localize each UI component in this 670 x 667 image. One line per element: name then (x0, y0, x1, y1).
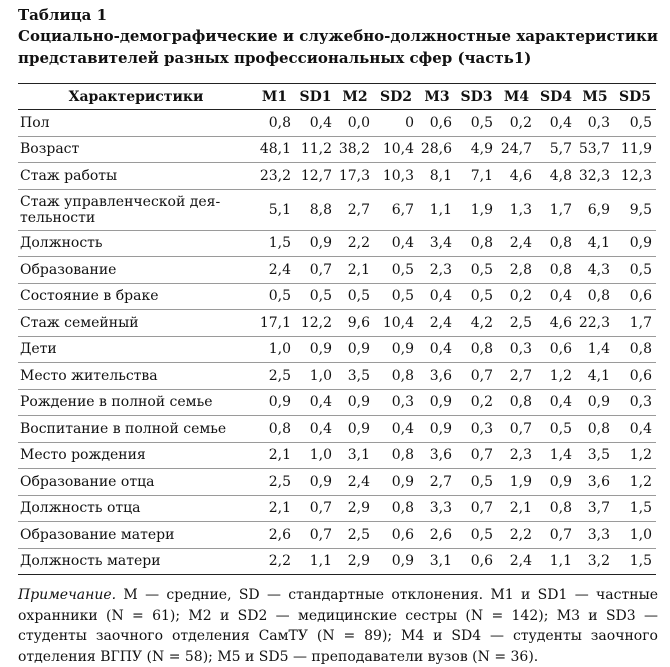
table-cell: 0,8 (456, 336, 497, 363)
table-cell: 0,7 (536, 522, 576, 549)
table-cell: 4,6 (497, 163, 536, 190)
table-cell: 0,6 (374, 522, 418, 549)
row-label: Рождение в полной семье (18, 389, 254, 416)
table-cell: 2,7 (497, 363, 536, 390)
table-cell: 0,0 (336, 110, 374, 137)
column-header-sd4: SD4 (536, 84, 576, 110)
table-cell: 0,9 (374, 548, 418, 575)
row-label: Стаж семейный (18, 310, 254, 337)
table-cell: 8,1 (418, 163, 456, 190)
table-cell: 24,7 (497, 136, 536, 163)
table-cell: 0,8 (536, 257, 576, 284)
table-cell: 2,1 (254, 495, 295, 522)
column-header-sd2: SD2 (374, 84, 418, 110)
table-cell: 22,3 (576, 310, 614, 337)
table-cell: 0,4 (536, 110, 576, 137)
table-row (18, 522, 656, 549)
table-row (18, 257, 656, 284)
table-row (18, 548, 656, 575)
row-label: Место рождения (18, 442, 254, 469)
table-row (18, 389, 656, 416)
table-row (18, 136, 656, 163)
table-cell: 48,1 (254, 136, 295, 163)
table-cell: 1,4 (536, 442, 576, 469)
table-cell: 0,3 (614, 389, 656, 416)
table-row (18, 469, 656, 496)
table-cell: 17,3 (336, 163, 374, 190)
table-cell: 0,8 (614, 336, 656, 363)
table-title: Социально-демографические и служебно-должностные характеристики представителей разных профессиональных сфер (часть1) (18, 27, 658, 67)
table-header-row (18, 84, 656, 110)
table-cell: 0,4 (418, 283, 456, 310)
table-cell: 1,5 (254, 230, 295, 257)
table-cell: 2,5 (254, 469, 295, 496)
row-label: Дети (18, 336, 254, 363)
table-cell: 11,9 (614, 136, 656, 163)
table-cell: 0,6 (614, 283, 656, 310)
table-cell: 0,4 (418, 336, 456, 363)
table-row (18, 283, 656, 310)
row-label: Образование отца (18, 469, 254, 496)
table-cell: 0,2 (497, 283, 536, 310)
table-cell: 0,3 (374, 389, 418, 416)
table-cell: 2,5 (497, 310, 536, 337)
table-cell: 1,9 (497, 469, 536, 496)
table-cell: 4,8 (536, 163, 576, 190)
table-cell: 1,5 (614, 495, 656, 522)
table-cell: 2,7 (336, 189, 374, 230)
table-cell: 2,2 (497, 522, 536, 549)
row-label: Состояние в браке (18, 283, 254, 310)
table-cell: 1,2 (614, 469, 656, 496)
table-cell: 0,6 (456, 548, 497, 575)
table-row (18, 416, 656, 443)
table-cell: 0,9 (576, 389, 614, 416)
characteristics-table (18, 83, 656, 575)
table-cell: 0,4 (295, 416, 336, 443)
table-cell: 6,9 (576, 189, 614, 230)
column-header-sd1: SD1 (295, 84, 336, 110)
table-cell: 23,2 (254, 163, 295, 190)
table-cell: 0,4 (536, 283, 576, 310)
table-cell: 0,6 (614, 363, 656, 390)
table-cell: 0,9 (536, 469, 576, 496)
table-cell: 2,5 (254, 363, 295, 390)
column-header-sd3: SD3 (456, 84, 497, 110)
row-label: Возраст (18, 136, 254, 163)
row-label: Стаж работы (18, 163, 254, 190)
table-cell: 5,7 (536, 136, 576, 163)
table-cell: 38,2 (336, 136, 374, 163)
table-cell: 0 (374, 110, 418, 137)
table-cell: 3,3 (418, 495, 456, 522)
table-cell: 4,1 (576, 363, 614, 390)
table-cell: 0,8 (254, 416, 295, 443)
table-cell: 28,6 (418, 136, 456, 163)
table-cell: 32,3 (576, 163, 614, 190)
row-label: Образование матери (18, 522, 254, 549)
table-cell: 0,3 (456, 416, 497, 443)
table-cell: 3,6 (576, 469, 614, 496)
column-header-m3: M3 (418, 84, 456, 110)
table-cell: 1,4 (576, 336, 614, 363)
table-cell: 2,1 (497, 495, 536, 522)
table-cell: 0,4 (374, 230, 418, 257)
table-cell: 1,2 (614, 442, 656, 469)
table-cell: 1,0 (295, 363, 336, 390)
table-cell: 10,4 (374, 310, 418, 337)
table-row (18, 163, 656, 190)
table-cell: 0,5 (536, 416, 576, 443)
table-cell: 3,5 (336, 363, 374, 390)
table-cell: 2,9 (336, 548, 374, 575)
table-cell: 0,5 (456, 257, 497, 284)
table-cell: 3,4 (418, 230, 456, 257)
table-cell: 0,2 (497, 110, 536, 137)
table-cell: 12,2 (295, 310, 336, 337)
column-header-m1: M1 (254, 84, 295, 110)
table-cell: 3,6 (418, 442, 456, 469)
table-cell: 0,5 (374, 257, 418, 284)
table-cell: 0,5 (456, 522, 497, 549)
table-row (18, 110, 656, 137)
table-cell: 1,2 (536, 363, 576, 390)
table-cell: 0,6 (418, 110, 456, 137)
table-cell: 0,9 (418, 416, 456, 443)
table-cell: 0,9 (295, 230, 336, 257)
table-cell: 0,7 (295, 257, 336, 284)
table-cell: 7,1 (456, 163, 497, 190)
table-cell: 10,4 (374, 136, 418, 163)
table-cell: 9,5 (614, 189, 656, 230)
table-cell: 3,1 (336, 442, 374, 469)
table-cell: 2,1 (254, 442, 295, 469)
table-cell: 1,9 (456, 189, 497, 230)
table-note (18, 585, 658, 667)
table-cell: 2,8 (497, 257, 536, 284)
table-cell: 0,8 (576, 283, 614, 310)
table-row (18, 189, 656, 230)
row-label: Должность (18, 230, 254, 257)
table-cell: 0,5 (374, 283, 418, 310)
table-cell: 0,9 (374, 336, 418, 363)
table-cell: 5,1 (254, 189, 295, 230)
table-cell: 0,9 (336, 389, 374, 416)
table-row (18, 230, 656, 257)
table-cell: 2,4 (497, 548, 536, 575)
table-cell: 0,5 (456, 110, 497, 137)
column-header-characteristics: Характеристики (18, 84, 254, 110)
table-cell: 0,5 (336, 283, 374, 310)
table-cell: 3,5 (576, 442, 614, 469)
table-cell: 0,8 (497, 389, 536, 416)
table-cell: 2,2 (336, 230, 374, 257)
table-cell: 0,8 (456, 230, 497, 257)
row-label: Должность матери (18, 548, 254, 575)
note-label: Примечание. (18, 587, 117, 603)
table-cell: 17,1 (254, 310, 295, 337)
table-cell: 3,6 (418, 363, 456, 390)
table-cell: 9,6 (336, 310, 374, 337)
table-cell: 0,5 (456, 283, 497, 310)
table-cell: 2,9 (336, 495, 374, 522)
row-label: Воспитание в полной семье (18, 416, 254, 443)
table-cell: 0,8 (576, 416, 614, 443)
table-cell: 1,3 (497, 189, 536, 230)
row-label: Место жительства (18, 363, 254, 390)
table-cell: 2,3 (497, 442, 536, 469)
table-cell: 0,5 (295, 283, 336, 310)
table-cell: 0,5 (254, 283, 295, 310)
row-label: Стаж управленческой дея-тельности (18, 189, 254, 230)
table-cell: 0,7 (456, 442, 497, 469)
row-label: Пол (18, 110, 254, 137)
table-cell: 2,2 (254, 548, 295, 575)
column-header-m4: M4 (497, 84, 536, 110)
table-cell: 12,7 (295, 163, 336, 190)
table-cell: 1,1 (536, 548, 576, 575)
table-cell: 0,9 (614, 230, 656, 257)
table-cell: 2,4 (336, 469, 374, 496)
table-cell: 0,3 (576, 110, 614, 137)
table-label: Таблица 1 (18, 6, 108, 24)
row-label: Должность отца (18, 495, 254, 522)
table-cell: 3,2 (576, 548, 614, 575)
table-cell: 0,5 (614, 110, 656, 137)
table-cell: 0,7 (456, 363, 497, 390)
table-cell: 0,4 (295, 110, 336, 137)
table-cell: 0,2 (456, 389, 497, 416)
table-cell: 53,7 (576, 136, 614, 163)
table-cell: 2,5 (336, 522, 374, 549)
table-cell: 4,6 (536, 310, 576, 337)
table-cell: 0,4 (374, 416, 418, 443)
table-cell: 4,3 (576, 257, 614, 284)
table-cell: 0,9 (295, 469, 336, 496)
table-cell: 0,4 (614, 416, 656, 443)
table-cell: 0,8 (374, 363, 418, 390)
table-cell: 0,8 (536, 230, 576, 257)
table-cell: 1,7 (614, 310, 656, 337)
table-cell: 1,1 (418, 189, 456, 230)
table-cell: 0,8 (536, 495, 576, 522)
table-cell: 0,8 (254, 110, 295, 137)
table-cell: 3,1 (418, 548, 456, 575)
table-cell: 2,6 (254, 522, 295, 549)
table-cell: 12,3 (614, 163, 656, 190)
table-cell: 3,7 (576, 495, 614, 522)
table-cell: 1,5 (614, 548, 656, 575)
table-cell: 0,9 (418, 389, 456, 416)
table-cell: 0,5 (456, 469, 497, 496)
table-cell: 0,3 (497, 336, 536, 363)
table-cell: 10,3 (374, 163, 418, 190)
table-cell: 2,6 (418, 522, 456, 549)
table-cell: 0,7 (456, 495, 497, 522)
column-header-sd5: SD5 (614, 84, 656, 110)
table-row (18, 363, 656, 390)
table-row (18, 495, 656, 522)
table-cell: 0,7 (497, 416, 536, 443)
table-cell: 0,8 (374, 442, 418, 469)
column-header-m2: M2 (336, 84, 374, 110)
table-cell: 3,3 (576, 522, 614, 549)
table-cell: 0,5 (614, 257, 656, 284)
table-row (18, 310, 656, 337)
column-header-m5: M5 (576, 84, 614, 110)
table-cell: 2,4 (418, 310, 456, 337)
table-cell: 1,0 (254, 336, 295, 363)
table-cell: 0,7 (295, 522, 336, 549)
table-cell: 2,1 (336, 257, 374, 284)
table-cell: 0,9 (374, 469, 418, 496)
table-cell: 0,8 (374, 495, 418, 522)
table-body (18, 110, 656, 575)
table-cell: 0,7 (295, 495, 336, 522)
note-text: M — средние, SD — стандартные отклонения. M1 и SD1 — частные охранники (N = 61); M2 и SD2 — медицинские сестры (N = 142); M3 и SD3 — студенты заочного отделения СамТУ (N = 89); M4 и SD4 — студенты заочного отделения ВГПУ (N = 58); M5 и SD5 — преподаватели вузов (N = 36). (18, 587, 658, 665)
table-cell: 1,7 (536, 189, 576, 230)
table-cell: 2,3 (418, 257, 456, 284)
table-cell: 2,7 (418, 469, 456, 496)
table-cell: 1,0 (295, 442, 336, 469)
table-row (18, 442, 656, 469)
table-row (18, 336, 656, 363)
table-cell: 1,1 (295, 548, 336, 575)
table-cell: 0,9 (336, 336, 374, 363)
table-cell: 0,9 (254, 389, 295, 416)
table-cell: 4,1 (576, 230, 614, 257)
table-cell: 0,9 (295, 336, 336, 363)
table-cell: 2,4 (497, 230, 536, 257)
table-cell: 6,7 (374, 189, 418, 230)
table-cell: 0,4 (295, 389, 336, 416)
table-cell: 4,9 (456, 136, 497, 163)
table-cell: 8,8 (295, 189, 336, 230)
table-cell: 0,4 (536, 389, 576, 416)
table-cell: 0,6 (536, 336, 576, 363)
table-cell: 0,9 (336, 416, 374, 443)
table-cell: 4,2 (456, 310, 497, 337)
row-label: Образование (18, 257, 254, 284)
table-cell: 2,4 (254, 257, 295, 284)
table-cell: 11,2 (295, 136, 336, 163)
table-cell: 1,0 (614, 522, 656, 549)
